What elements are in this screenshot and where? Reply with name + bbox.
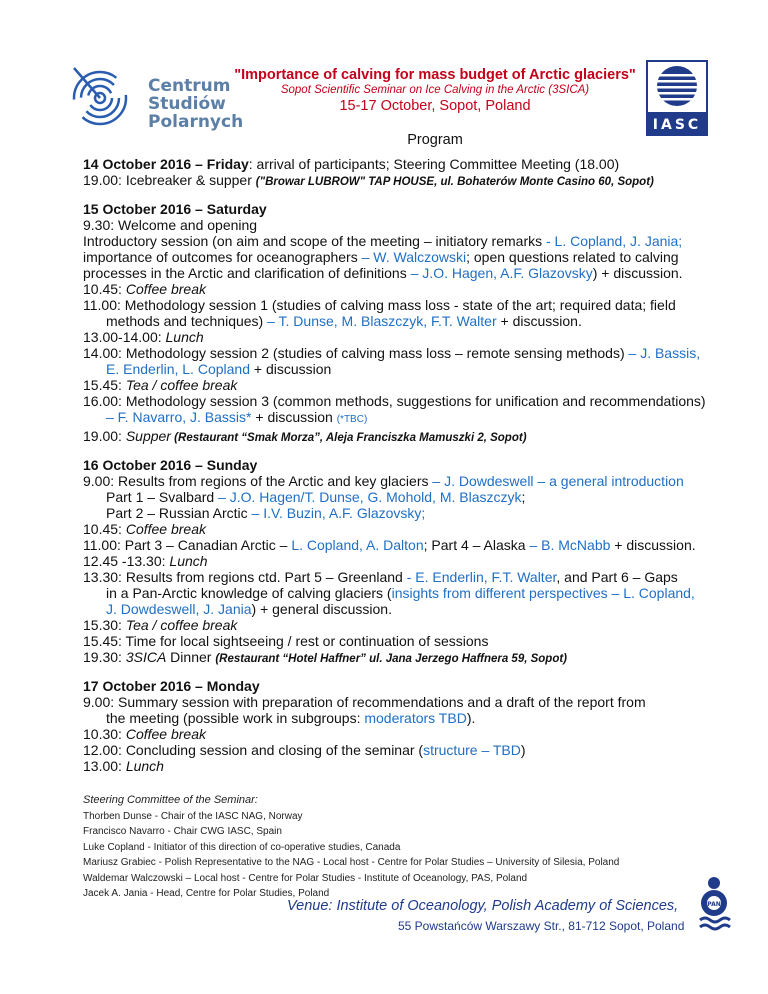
program-content [83, 156, 706, 774]
day16-line: J. Dowdeswell, J. Jania) + general discussion. [106, 601, 392, 617]
day16-line: in a Pan-Arctic knowledge of calving glaciers (insights from different perspectives – L. Copland, [106, 585, 695, 601]
day17-line: 10.30: Coffee break [83, 726, 206, 742]
day15-line: Introductory session (on aim and scope of the meeting – initiatory remarks - L. Copland, J. Jania; [83, 233, 683, 249]
institute-oceanology-logo [697, 876, 731, 932]
venue-address: 55 Powstańców Warszawy Str., 81-712 Sopot, Poland [398, 919, 685, 933]
day16-heading: 16 October 2016 – Sunday [83, 457, 258, 473]
title-block [230, 67, 640, 148]
committee-member: Mariusz Grabiec - Polish Representative to the NAG - Local host - Centre for Polar Studies – University of Silesia, Poland [83, 857, 620, 868]
day15-line: 14.00: Methodology session 2 (studies of calving mass loss – remote sensing methods) – J. Bassis, [83, 345, 701, 361]
day16-line: 10.45: Coffee break [83, 521, 206, 537]
day16-line: 11.00: Part 3 – Canadian Arctic – L. Copland, A. Dalton; Part 4 – Alaska – B. McNabb + discussion. [83, 537, 696, 553]
day15-line: 13.00-14.00: Lunch [83, 329, 204, 345]
committee-title: Steering Committee of the Seminar: [83, 794, 258, 806]
committee-member: Francisco Navarro - Chair CWG IASC, Spain [83, 826, 282, 837]
day16-line: Part 2 – Russian Arctic – I.V. Buzin, A.F. Glazovsky; [106, 505, 426, 521]
day15-line: 16.00: Methodology session 3 (common methods, suggestions for unification and recommendations) [83, 393, 706, 409]
org-line-1: Centrum [148, 76, 231, 96]
day15-line: methods and techniques) – T. Dunse, M. Blaszczyk, F.T. Walter + discussion. [106, 313, 582, 329]
day15-line: 10.45: Coffee break [83, 281, 206, 297]
org-line-2: Studiów [148, 94, 226, 114]
steering-committee [83, 793, 619, 902]
day16-line: 15.30: Tea / coffee break [83, 617, 238, 633]
day14-line2: 19.00: Icebreaker & supper ("Browar LUBROW" TAP HOUSE, ul. Bohaterów Monte Casino 60, Sopot) [83, 172, 654, 188]
seminar-title: "Importance of calving for mass budget of Arctic glaciers" [234, 67, 636, 83]
day17-line: 12.00: Concluding session and closing of the seminar (structure – TBD) [83, 742, 526, 758]
committee-member: Waldemar Walczowski – Local host - Centre for Polar Studies - Institute of Oceanology, PAS, Poland [83, 872, 528, 884]
centrum-studiow-polarnych-logo [66, 60, 246, 130]
day15-line: 9.30: Welcome and opening [83, 217, 258, 233]
committee-member: Jacek A. Jania - Head, Centre for Polar Studies, Poland [83, 888, 330, 899]
ipan-logo-text: PAN [707, 901, 721, 908]
committee-member: Luke Copland - Initiator of this direction of co-operative studies, Canada [83, 841, 401, 853]
iasc-globe-icon [646, 60, 708, 136]
org-line-3: Polarnych [148, 112, 244, 132]
day15-line: – F. Navarro, J. Bassis* + discussion (*TBC) [106, 409, 368, 425]
day16-line: 15.45: Time for local sightseeing / rest or continuation of sessions [83, 633, 489, 649]
day17-line: 9.00: Summary session with preparation of recommendations and a draft of the report from [83, 694, 646, 710]
day16-line: 13.30: Results from regions ctd. Part 5 – Greenland - E. Enderlin, F.T. Walter, and Part 6 – Gaps [83, 569, 678, 585]
seminar-dates: 15-17 October, Sopot, Poland [339, 98, 531, 114]
day16-line: 12.45 -13.30: Lunch [83, 553, 208, 569]
day17-heading: 17 October 2016 – Monday [83, 678, 260, 694]
iasc-logo [646, 60, 708, 136]
day17-line: the meeting (possible work in subgroups: moderators TBD). [106, 710, 476, 726]
seminar-subtitle: Sopot Scientific Seminar on Ice Calving in the Arctic (3SICA) [280, 84, 590, 96]
day15-line: processes in the Arctic and clarification of definitions – J.O. Hagen, A.F. Glazovsky) + discussion. [83, 265, 683, 281]
day16-line: Part 1 – Svalbard – J.O. Hagen/T. Dunse, G. Mohold, M. Blaszczyk; [106, 489, 526, 505]
ipan-logo-icon [697, 876, 731, 932]
day14-heading: 14 October 2016 – Friday [83, 156, 249, 172]
day15-line: 15.45: Tea / coffee break [83, 377, 238, 393]
day16-line: 19.30: 3SICA Dinner (Restaurant “Hotel Haffner” ul. Jana Jerzego Haffnera 59, Sopot) [83, 649, 568, 665]
day17-line: 13.00: Lunch [83, 758, 164, 774]
venue-line: Venue: Institute of Oceanology, Polish Academy of Sciences, [287, 898, 679, 914]
iasc-logo-text: IASC [652, 117, 702, 133]
committee-member: Thorben Dunse - Chair of the IASC NAG, Norway [83, 810, 303, 822]
day14-line1: 14 October 2016 – Friday: arrival of participants; Steering Committee Meeting (18.00) [83, 156, 620, 172]
day15-heading: 15 October 2016 – Saturday [83, 201, 267, 217]
day15-line: 19.00: Supper (Restaurant “Smak Morza”, Aleja Franciszka Mamuszki 2, Sopot) [83, 428, 527, 444]
day15-line: importance of outcomes for oceanographers – W. Walczowski; open questions related to calving [83, 249, 679, 265]
day15-line: E. Enderlin, L. Copland + discussion [106, 361, 332, 377]
day15-line: 11.00: Methodology session 1 (studies of calving mass loss - state of the art; required data; field [83, 297, 676, 313]
day16-line: 9.00: Results from regions of the Arctic and key glaciers – J. Dowdeswell – a general introduction [83, 473, 684, 489]
header [0, 0, 768, 150]
program-heading: Program [407, 132, 463, 148]
polar-swirl-icon [66, 60, 146, 132]
